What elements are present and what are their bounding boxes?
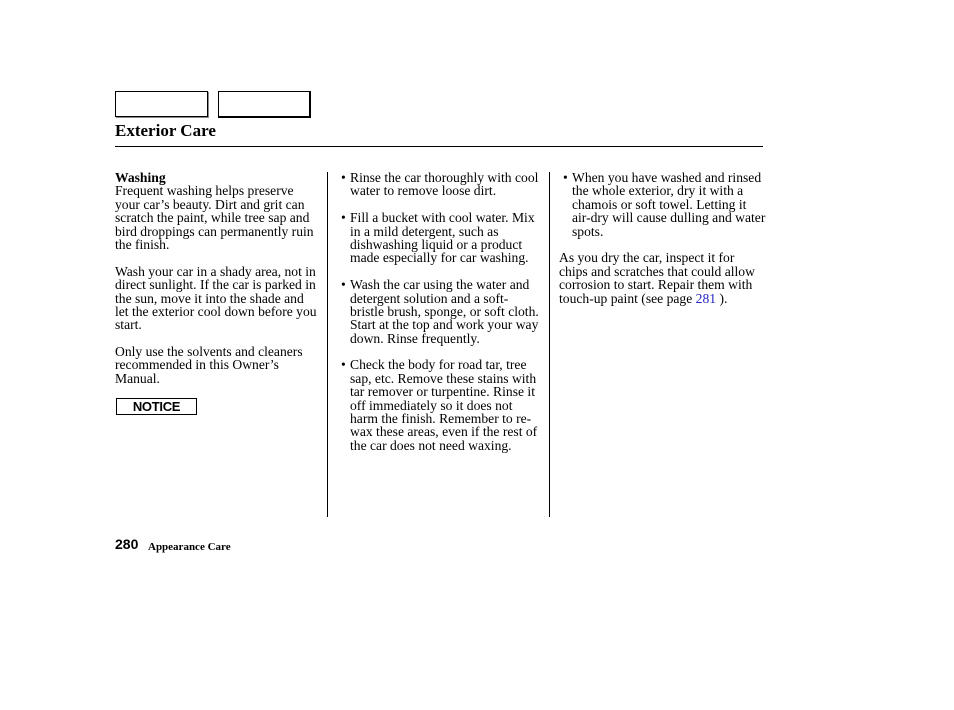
column-2: [341, 171, 546, 466]
title-rule: [115, 146, 763, 147]
text-line: down. Rinse frequently.: [350, 330, 480, 346]
text-line: bristle brush, sponge, or soft cloth.: [350, 303, 539, 319]
text-line: off immediately so it does not: [350, 397, 513, 413]
text-line: scratch the paint, while tree sap and: [115, 210, 310, 226]
text-line: detergent solution and a soft-: [350, 290, 509, 306]
solvents-paragraph: [115, 345, 320, 385]
bullet-rinse: [341, 171, 546, 198]
page-number: 280: [115, 536, 139, 552]
text-line: the whole exterior, dry it with a: [572, 183, 744, 199]
bullet-marker: •: [341, 170, 346, 185]
text-line: harm the finish. Remember to re-: [350, 411, 532, 427]
text-line: As you dry the car, inspect it for: [559, 250, 735, 266]
text-line: Only use the solvents and cleaners: [115, 344, 303, 360]
bullet-marker: •: [341, 210, 346, 226]
bullet-check-body: [341, 358, 546, 452]
inspect-paragraph: [559, 251, 769, 305]
text-line-prefix: touch-up paint (see page: [559, 290, 696, 306]
text-line: the finish.: [115, 236, 170, 252]
text-line: Check the body for road tar, tree: [350, 357, 527, 373]
text-line: Rinse the car thoroughly with cool: [350, 170, 539, 185]
text-line: tar remover or turpentine. Rinse it: [350, 384, 535, 400]
text-line: the car does not need waxing.: [350, 437, 512, 453]
text-line: chips and scratches that could allow: [559, 263, 755, 279]
text-line: let the exterior cool down before you: [115, 303, 317, 319]
text-line: Wash the car using the water and: [350, 277, 530, 293]
column-divider: [327, 172, 328, 517]
bullet-wash: [341, 278, 546, 345]
text-line: air-dry will cause dulling and water: [572, 210, 766, 226]
column-3: [559, 171, 769, 318]
text-line: wax these areas, even if the rest of: [350, 424, 538, 440]
text-line: spots.: [572, 223, 604, 239]
notice-label: NOTICE: [132, 399, 181, 414]
column-1: [115, 171, 320, 399]
nav-button-2[interactable]: [218, 91, 311, 118]
washing-heading: Washing: [115, 170, 166, 185]
text-line: Start at the top and work your way: [350, 317, 539, 333]
text-line: direct sunlight. If the car is parked in: [115, 277, 316, 293]
text-line: water to remove loose dirt.: [350, 183, 497, 199]
text-line: [559, 292, 769, 305]
text-line: Fill a bucket with cool water. Mix: [350, 210, 535, 226]
bullet-dry: [559, 171, 769, 238]
text-line: your car’s beauty. Dirt and grit can: [115, 196, 305, 212]
text-line: Wash your car in a shady area, not in: [115, 263, 316, 279]
text-line: Frequent washing helps preserve: [115, 183, 294, 199]
bullet-marker: •: [341, 357, 346, 373]
text-line: corrosion to start. Repair them with: [559, 277, 753, 293]
nav-button-1[interactable]: [115, 91, 208, 117]
washing-intro-paragraph: [115, 184, 320, 251]
text-line: dishwashing liquid or a product: [350, 236, 523, 252]
notice-box: [116, 398, 197, 415]
text-line: Manual.: [115, 370, 160, 386]
text-line: the sun, move it into the shade and: [115, 290, 304, 306]
text-line: When you have washed and rinsed: [572, 170, 762, 185]
page-title: Exterior Care: [115, 121, 216, 140]
bullet-marker: •: [341, 277, 346, 293]
text-line: chamois or soft towel. Letting it: [572, 196, 747, 212]
text-line-suffix: ).: [716, 290, 728, 306]
chapter-name: Appearance Care: [148, 541, 231, 553]
text-line: made especially for car washing.: [350, 250, 529, 266]
shade-paragraph: [115, 265, 320, 332]
text-line: recommended in this Owner’s: [115, 357, 279, 373]
text-line: bird droppings can permanently ruin: [115, 223, 314, 239]
text-line: sap, etc. Remove these stains with: [350, 370, 537, 386]
text-line: start.: [115, 317, 142, 333]
column-divider: [549, 172, 550, 517]
bullet-marker: •: [563, 170, 568, 185]
bullet-fill-bucket: [341, 211, 546, 265]
page-link-281[interactable]: 281: [695, 290, 717, 306]
text-line: in a mild detergent, such as: [350, 223, 499, 239]
